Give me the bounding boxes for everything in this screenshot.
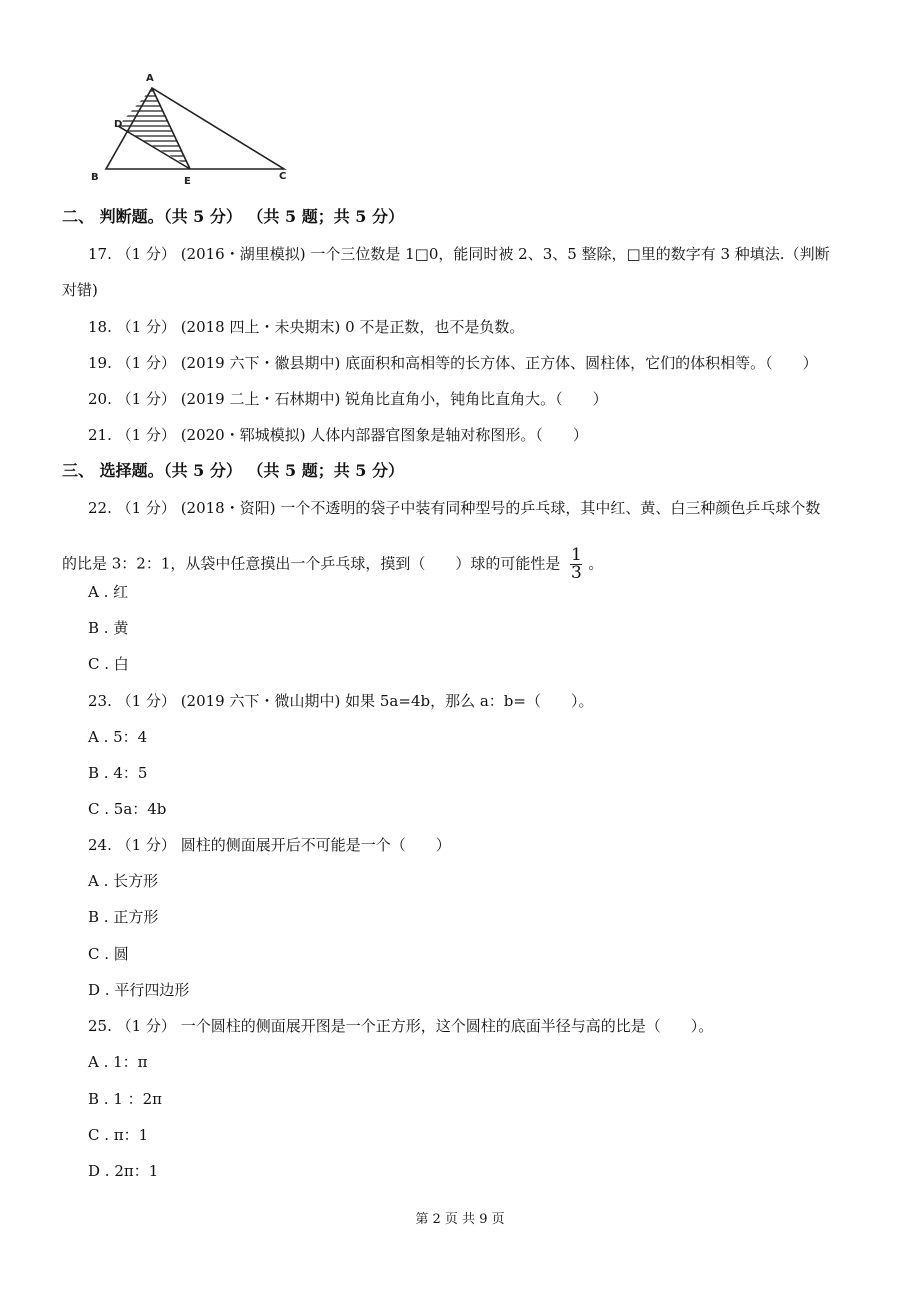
vertex-label-a: A bbox=[146, 73, 154, 84]
q25-option-a: A . 1：π bbox=[88, 1053, 148, 1071]
question-23: 23. （1 分） (2019 六下・微山期中) 如果 5a=4b，那么 a：b=（ ）。 bbox=[88, 692, 594, 710]
question-17-line-1: 17. （1 分） (2016・湖里模拟) 一个三位数是 1□0，能同时被 2、3、5 整除，□里的数字有 3 种填法.（判断 bbox=[88, 245, 830, 263]
question-21: 21. （1 分） (2020・郓城模拟) 人体内部器官图象是轴对称图形。（ ） bbox=[88, 426, 588, 444]
triangle-figure bbox=[86, 66, 306, 190]
fraction-one-third bbox=[570, 545, 582, 583]
q25-option-b: B . 1 ：2π bbox=[88, 1090, 163, 1108]
q22-option-c: C . 白 bbox=[88, 655, 129, 673]
question-22-line-2 bbox=[62, 545, 604, 583]
question-22-line-1: 22. （1 分） (2018・资阳) 一个不透明的袋子中装有同种型号的乒乓球，其中红、黄、白三种颜色乒乓球个数 bbox=[88, 499, 821, 517]
vertex-label-b: B bbox=[91, 172, 99, 183]
q24-option-c: C . 圆 bbox=[88, 945, 129, 963]
q23-option-b: B . 4：5 bbox=[88, 764, 148, 782]
vertex-label-e: E bbox=[184, 176, 191, 187]
q22-option-b: B . 黄 bbox=[88, 619, 129, 637]
q23-option-c: C . 5a：4b bbox=[88, 800, 167, 818]
q24-option-d: D . 平行四边形 bbox=[88, 981, 190, 999]
q25-option-d: D . 2π：1 bbox=[88, 1162, 159, 1180]
q24-option-b: B . 正方形 bbox=[88, 908, 159, 926]
fraction-denominator: 3 bbox=[570, 563, 582, 583]
q23-option-a: A . 5：4 bbox=[88, 728, 148, 746]
question-22-text: 的比是 3：2：1，从袋中任意摸出一个乒乓球，摸到（ ）球的可能性是 bbox=[62, 554, 561, 573]
question-22-end: 。 bbox=[588, 554, 604, 573]
fraction-numerator: 1 bbox=[570, 545, 582, 565]
vertex-label-d: D bbox=[114, 119, 123, 130]
section-heading-judgement: 二、 判断题。（共 5 分） （共 5 题；共 5 分） bbox=[62, 207, 404, 226]
triangle-abc bbox=[106, 88, 284, 169]
vertex-label-c: C bbox=[279, 171, 287, 182]
question-17-line-2: 对错) bbox=[62, 281, 98, 299]
section-heading-choice: 三、 选择题。（共 5 分） （共 5 题；共 5 分） bbox=[62, 461, 404, 480]
question-24: 24. （1 分） 圆柱的侧面展开后不可能是一个（ ） bbox=[88, 836, 451, 854]
question-19: 19. （1 分） (2019 六下・徽县期中) 底面积和高相等的长方体、正方体、圆柱体，它们的体积相等。（ ） bbox=[88, 354, 818, 372]
question-25: 25. （1 分） 一个圆柱的侧面展开图是一个正方形，这个圆柱的底面半径与高的比是（ ）。 bbox=[88, 1017, 714, 1035]
q25-option-c: C . π：1 bbox=[88, 1126, 149, 1144]
q22-option-a: A . 红 bbox=[88, 583, 129, 601]
question-20: 20. （1 分） (2019 二上・石林期中) 锐角比直角小，钝角比直角大。（ ） bbox=[88, 390, 608, 408]
page-footer: 第 2 页 共 9 页 bbox=[415, 1212, 505, 1227]
q24-option-a: A . 长方形 bbox=[88, 872, 159, 890]
question-18: 18. （1 分） (2018 四上・未央期末) 0 不是正数，也不是负数。 bbox=[88, 318, 525, 336]
